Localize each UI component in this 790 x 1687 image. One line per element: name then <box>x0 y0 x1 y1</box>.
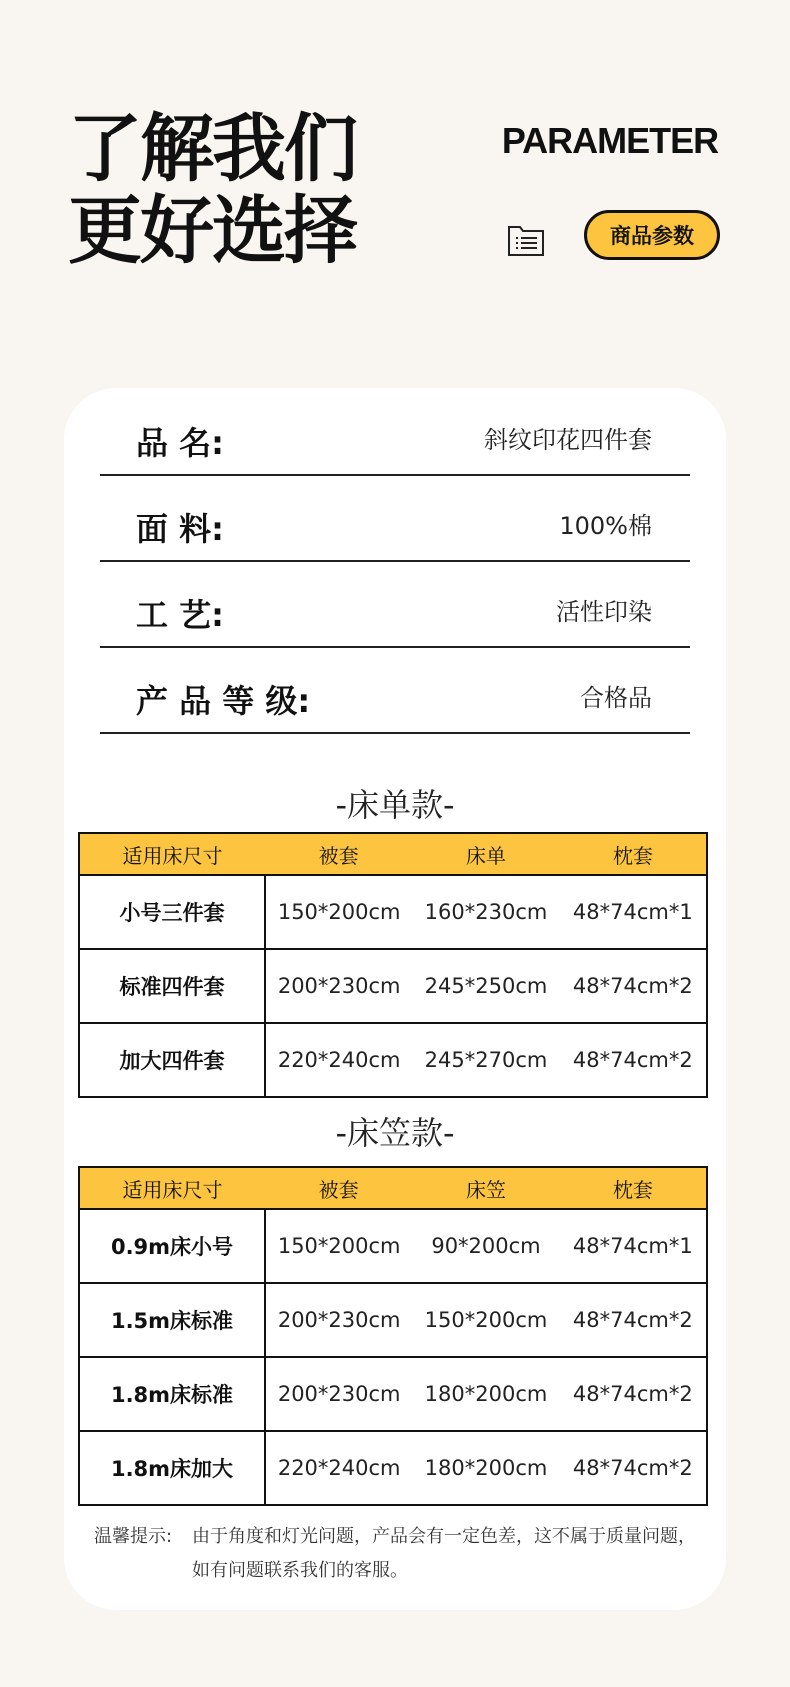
size-cell: 1.5m床标准 <box>79 1283 265 1357</box>
info-label: 面 料: <box>136 510 224 548</box>
table-cell: 48*74cm*1 <box>560 1209 707 1283</box>
headline <box>68 108 356 272</box>
column-header: 适用床尺寸 <box>79 1167 265 1209</box>
size-cell: 1.8m床标准 <box>79 1357 265 1431</box>
table-row <box>79 1283 707 1357</box>
table-row <box>79 1431 707 1505</box>
table-row <box>79 1209 707 1283</box>
size-cell: 加大四件套 <box>79 1023 265 1097</box>
table-cell: 200*230cm <box>265 1357 412 1431</box>
info-row-grade <box>100 646 690 734</box>
table-cell: 200*230cm <box>265 1283 412 1357</box>
table-cell: 48*74cm*1 <box>560 875 707 949</box>
info-label: 品 名: <box>136 424 224 462</box>
flat-sheet-title: -床单款- <box>335 786 455 824</box>
table-cell: 200*230cm <box>265 949 412 1023</box>
table-cell: 48*74cm*2 <box>560 1283 707 1357</box>
info-row-process <box>100 560 690 648</box>
table-cell: 245*250cm <box>412 949 559 1023</box>
tips-label: 温馨提示: <box>94 1526 173 1547</box>
table-cell: 180*200cm <box>412 1431 559 1505</box>
table-cell: 245*270cm <box>412 1023 559 1097</box>
info-value: 合格品 <box>580 684 652 712</box>
column-header: 被套 <box>265 1167 412 1209</box>
fitted-sheet-table <box>78 1166 708 1506</box>
table-cell: 150*200cm <box>412 1283 559 1357</box>
parameter-title: PARAMETER <box>501 120 719 161</box>
table-cell: 160*230cm <box>412 875 559 949</box>
table-cell: 48*74cm*2 <box>560 1431 707 1505</box>
table-cell: 220*240cm <box>265 1023 412 1097</box>
column-header: 被套 <box>265 833 412 875</box>
size-cell: 0.9m床小号 <box>79 1209 265 1283</box>
table-cell: 90*200cm <box>412 1209 559 1283</box>
table-cell: 48*74cm*2 <box>560 1023 707 1097</box>
column-header: 床单 <box>412 833 559 875</box>
info-value: 斜纹印花四件套 <box>484 426 652 454</box>
info-label: 产 品 等 级: <box>136 682 311 720</box>
table-cell: 150*200cm <box>265 875 412 949</box>
table-cell: 180*200cm <box>412 1357 559 1431</box>
size-cell: 小号三件套 <box>79 875 265 949</box>
info-label: 工 艺: <box>136 596 224 634</box>
table-cell: 48*74cm*2 <box>560 1357 707 1431</box>
info-row-fabric <box>100 474 690 562</box>
column-header: 枕套 <box>560 833 707 875</box>
folder-list-icon <box>506 222 546 258</box>
table-row <box>79 949 707 1023</box>
size-cell: 1.8m床加大 <box>79 1431 265 1505</box>
table-row <box>79 1357 707 1431</box>
size-cell: 标准四件套 <box>79 949 265 1023</box>
headline-line-2: 更好选择 <box>68 188 356 274</box>
table-cell: 150*200cm <box>265 1209 412 1283</box>
headline-line-1: 了解我们 <box>68 106 356 192</box>
table-cell: 48*74cm*2 <box>560 949 707 1023</box>
column-header: 床笠 <box>412 1167 559 1209</box>
tips-text: 由于角度和灯光问题，产品会有一定色差，这不属于质量问题，如有问题联系我们的客服。 <box>192 1526 696 1581</box>
table-row <box>79 875 707 949</box>
info-row-name <box>100 388 690 476</box>
table-cell: 220*240cm <box>265 1431 412 1505</box>
product-params-badge: 商品参数 <box>584 210 720 260</box>
flat-sheet-table <box>78 832 708 1098</box>
column-header: 适用床尺寸 <box>79 833 265 875</box>
spec-card <box>64 388 726 1610</box>
info-value: 活性印染 <box>556 598 652 626</box>
fitted-sheet-title: -床笠款- <box>335 1114 455 1152</box>
table-row <box>79 1023 707 1097</box>
column-header: 枕套 <box>560 1167 707 1209</box>
info-value: 100%棉 <box>559 512 652 540</box>
table-header-row <box>79 833 707 875</box>
table-header-row <box>79 1167 707 1209</box>
